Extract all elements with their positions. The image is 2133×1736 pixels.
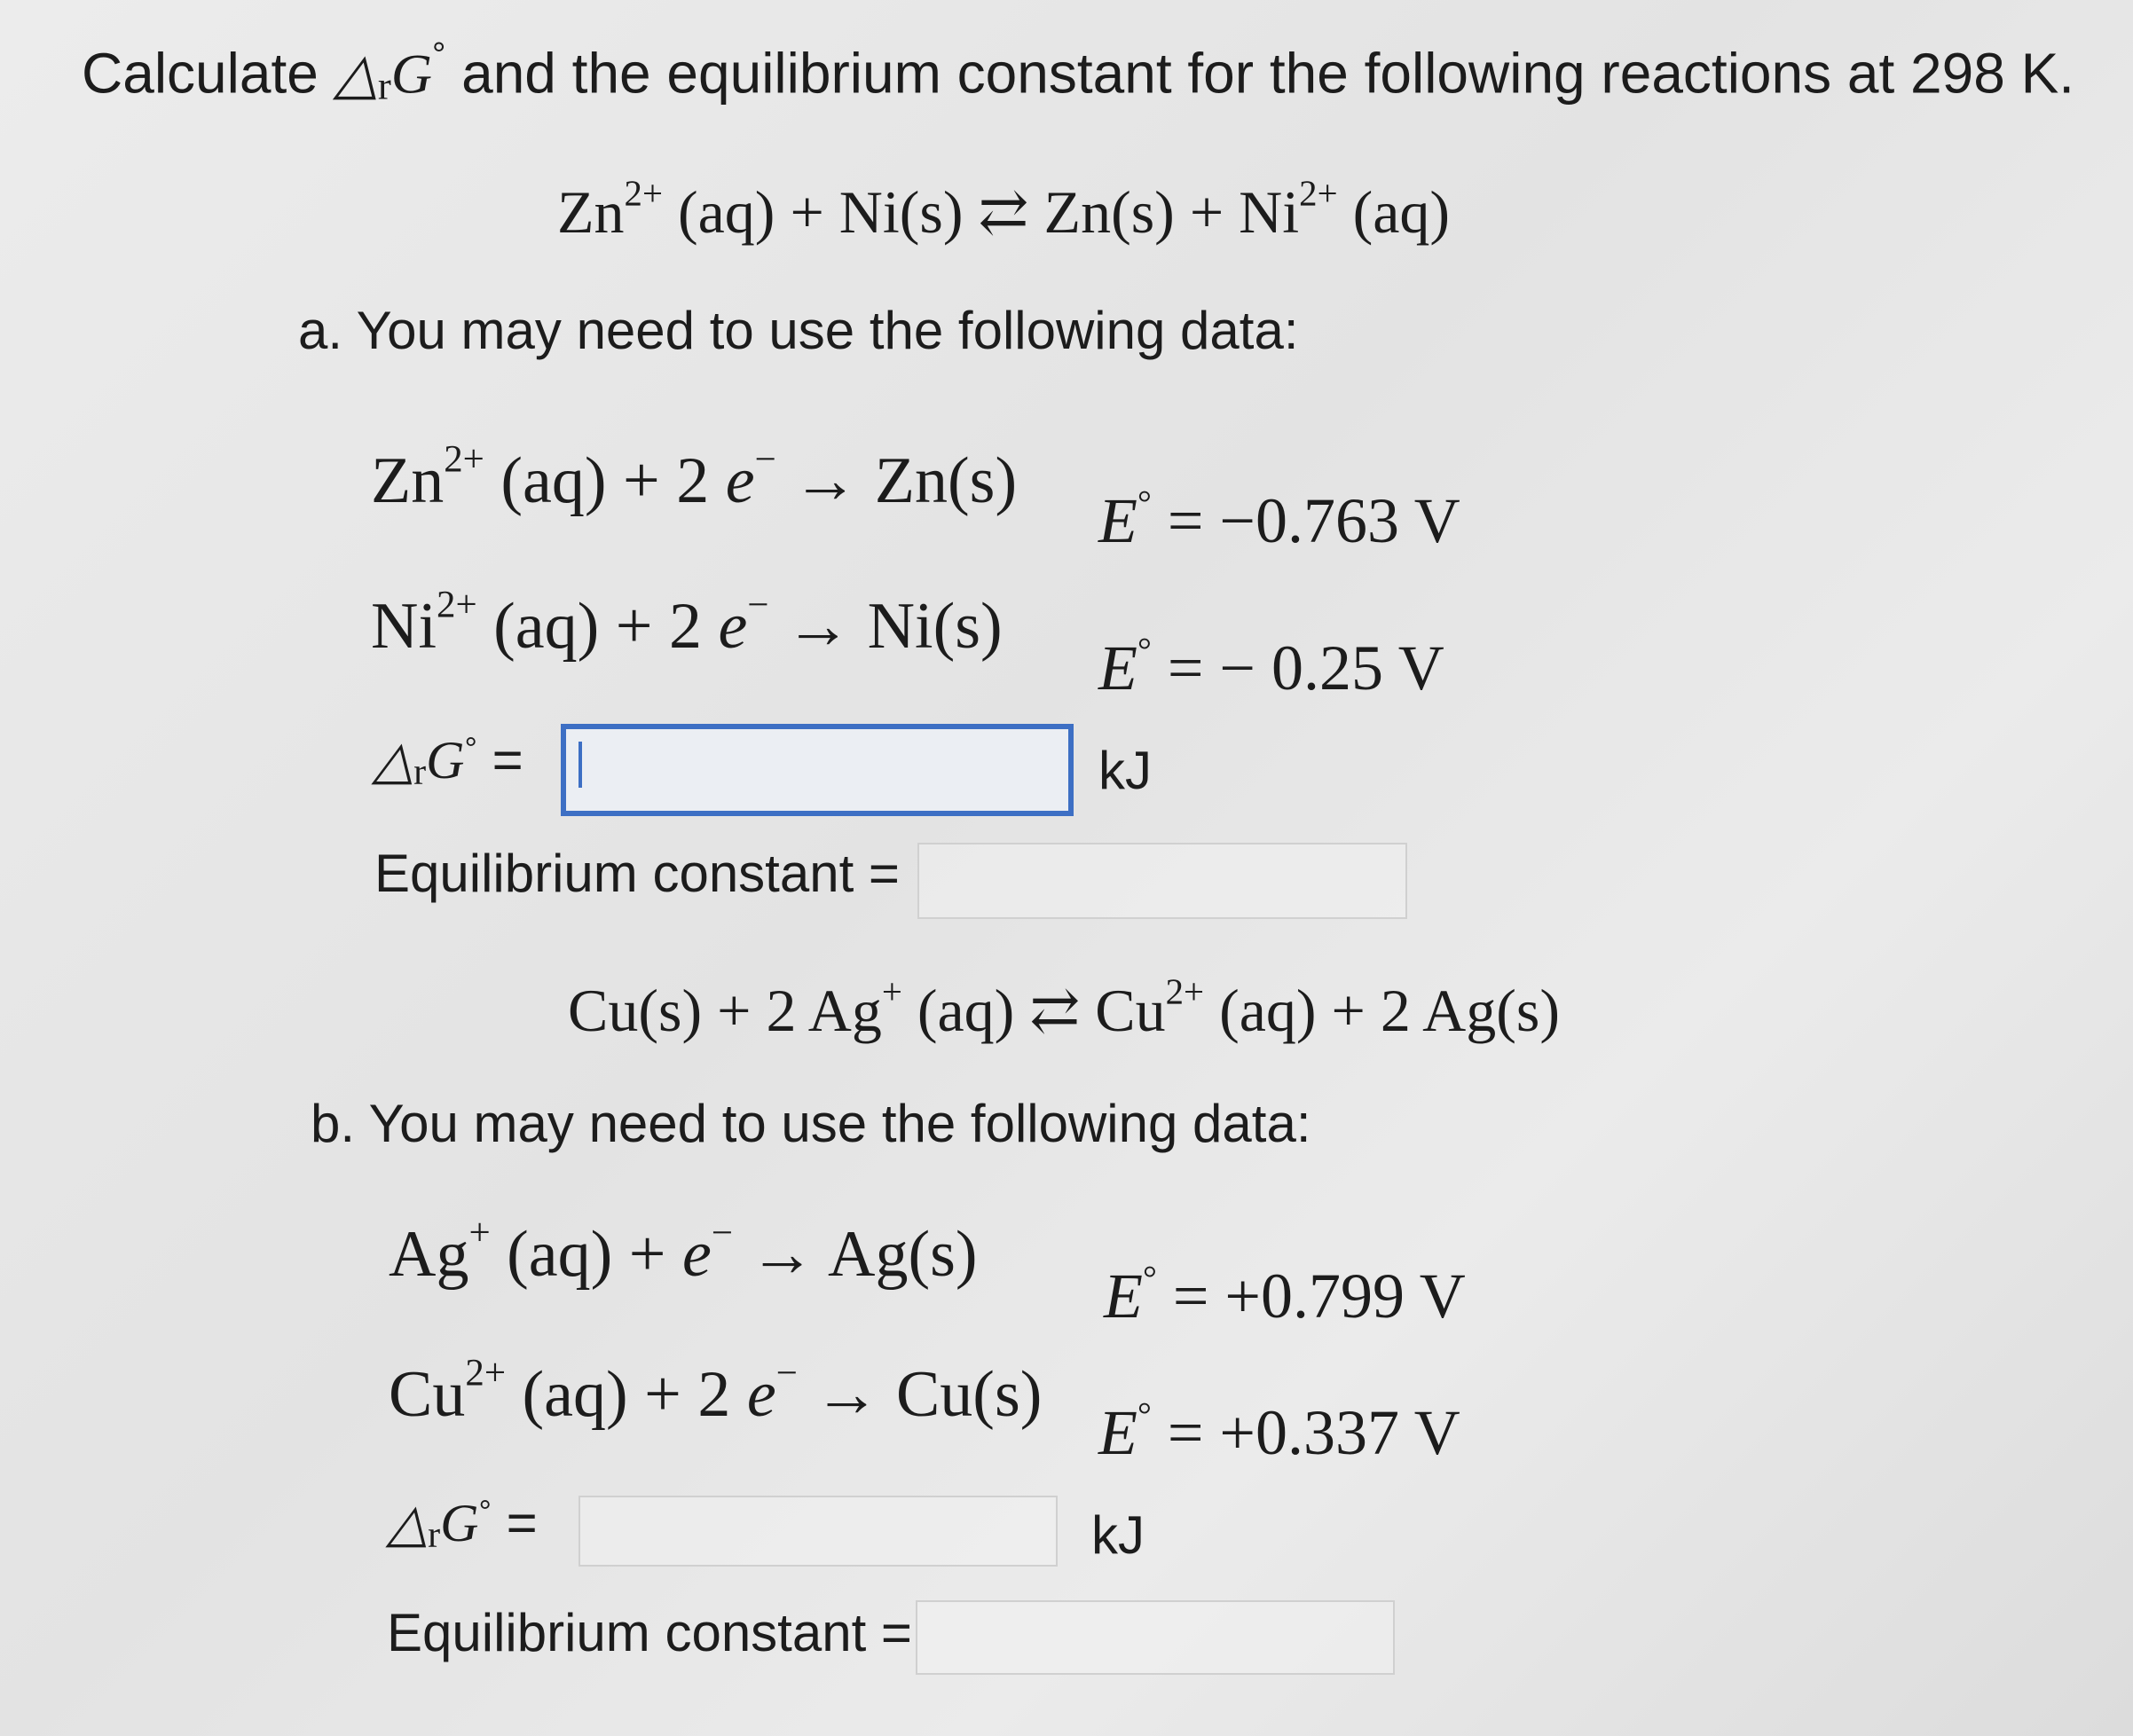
arrow-right-icon: → (768, 590, 868, 663)
half-a1-species: Zn (371, 444, 445, 517)
dg-b-unit: kJ (1091, 1505, 1145, 1565)
title-prefix: Calculate (82, 41, 335, 106)
k-b-label: Equilibrium constant = (387, 1603, 912, 1662)
title-deg: ° (431, 35, 446, 74)
half-reaction-b2 (389, 1352, 1043, 1433)
k-a-label: Equilibrium constant = (374, 844, 900, 903)
dg-a-eq: = (476, 730, 523, 789)
reaction-b-lhs-state: (aq) (901, 977, 1030, 1044)
equilibrium-arrow-icon: ⇄ (1029, 977, 1081, 1044)
potential-b2 (1098, 1396, 1460, 1470)
half-b2-species: Cu (389, 1358, 466, 1431)
half-reaction-b1 (389, 1212, 978, 1292)
potential-b1-value: +0.799 V (1224, 1261, 1466, 1331)
potential-a1-eq: = (1151, 485, 1220, 556)
half-b1-electron-charge: − (711, 1212, 734, 1254)
potential-b1-e: E (1104, 1261, 1143, 1331)
arrow-right-icon: → (733, 1218, 829, 1291)
half-b1-species: Ag (389, 1218, 469, 1291)
dg-a-label (373, 729, 523, 793)
potential-b2-value: +0.337 V (1219, 1397, 1460, 1468)
potential-b2-eq: = (1151, 1397, 1220, 1468)
part-a-prompt: a. You may need to use the following data: (298, 301, 1299, 360)
k-b-input[interactable] (916, 1600, 1395, 1675)
reaction-a-ni-charge: 2+ (1299, 173, 1338, 214)
potential-b1-eq: = (1156, 1261, 1225, 1331)
question-title (82, 35, 2074, 108)
half-reaction-a1 (371, 438, 1018, 519)
k-a-input[interactable] (917, 843, 1407, 919)
dg-a-unit: kJ (1098, 741, 1152, 800)
dg-b-label (387, 1492, 538, 1556)
half-b2-charge: 2+ (465, 1352, 507, 1394)
dg-a-g: G (426, 731, 465, 789)
dg-a-delta: △ (373, 731, 414, 789)
half-a2-species: Ni (371, 590, 437, 663)
potential-b2-e: E (1098, 1397, 1137, 1468)
half-a1-electron-charge: − (754, 438, 776, 481)
half-reaction-a2 (371, 584, 1003, 664)
potential-a2-e: E (1098, 632, 1137, 703)
potential-b2-deg: ° (1137, 1394, 1152, 1434)
reaction-b-cu-charge: 2+ (1165, 971, 1205, 1012)
text-caret (579, 742, 582, 788)
dg-a-deg: ° (464, 730, 477, 766)
arrow-right-icon: → (797, 1358, 896, 1431)
potential-a1-value: −0.763 V (1219, 485, 1460, 556)
half-a2-charge: 2+ (437, 584, 477, 626)
reaction-b-cu: Cu (1080, 977, 1166, 1044)
potential-a2-value: − 0.25 V (1219, 632, 1444, 703)
half-b2-product: Cu(s) (895, 1358, 1043, 1431)
half-b1-mid: (aq) + (490, 1218, 683, 1291)
half-a2-electron: e (718, 590, 748, 663)
half-a1-electron: e (725, 444, 755, 517)
dg-a-input[interactable] (561, 724, 1074, 816)
title-r: r (377, 63, 391, 108)
potential-a1-deg: ° (1137, 483, 1152, 522)
title-suffix: and the equilibrium constant for the following reactions at 298 K. (445, 41, 2075, 106)
dg-a-r: r (413, 751, 427, 793)
half-b2-mid: (aq) + 2 (506, 1358, 747, 1431)
half-b2-electron-charge: − (775, 1352, 798, 1394)
half-b1-electron: e (682, 1218, 712, 1291)
dg-b-delta: △ (387, 1494, 429, 1552)
title-g: G (390, 42, 432, 106)
reaction-a-zn: Zn (557, 178, 625, 246)
potential-a2 (1098, 632, 1444, 705)
reaction-a-rhs: Zn(s) + Ni (1028, 178, 1300, 246)
half-b1-charge: + (468, 1212, 491, 1254)
dg-b-r: r (428, 1514, 441, 1556)
potential-a2-deg: ° (1137, 630, 1152, 670)
half-a1-product: Zn(s) (874, 444, 1018, 517)
reaction-a-lhs-rest: (aq) + Ni(s) (662, 178, 979, 246)
equilibrium-arrow-icon: ⇄ (978, 178, 1029, 246)
half-b1-product: Ag(s) (828, 1218, 978, 1291)
reaction-b-ag-charge: + (881, 971, 902, 1012)
dg-b-g: G (440, 1494, 479, 1552)
half-a2-mid: (aq) + 2 (476, 590, 719, 663)
potential-b1 (1104, 1260, 1466, 1333)
reaction-a (557, 173, 1451, 247)
reaction-a-zn-charge: 2+ (624, 173, 663, 214)
dg-b-input[interactable] (579, 1496, 1058, 1567)
half-b2-electron: e (746, 1358, 776, 1431)
title-delta: △ (334, 42, 378, 106)
half-a1-mid: (aq) + 2 (484, 444, 726, 517)
reaction-b-lhs: Cu(s) + 2 Ag (568, 977, 882, 1044)
potential-a2-eq: = (1151, 632, 1220, 703)
arrow-right-icon: → (775, 444, 875, 517)
potential-b1-deg: ° (1142, 1258, 1157, 1298)
potential-a1-e: E (1098, 485, 1137, 556)
reaction-a-rhs-state: (aq) (1337, 178, 1451, 246)
half-a1-charge: 2+ (444, 438, 484, 481)
half-a2-electron-charge: − (747, 584, 769, 626)
part-b-prompt: b. You may need to use the following data: (311, 1094, 1311, 1153)
reaction-b (568, 971, 1561, 1046)
half-a2-product: Ni(s) (867, 590, 1003, 663)
dg-b-eq: = (491, 1493, 538, 1552)
potential-a1 (1098, 484, 1460, 558)
reaction-b-rhs-rest: (aq) + 2 Ag(s) (1204, 977, 1561, 1044)
dg-b-deg: ° (478, 1493, 492, 1529)
